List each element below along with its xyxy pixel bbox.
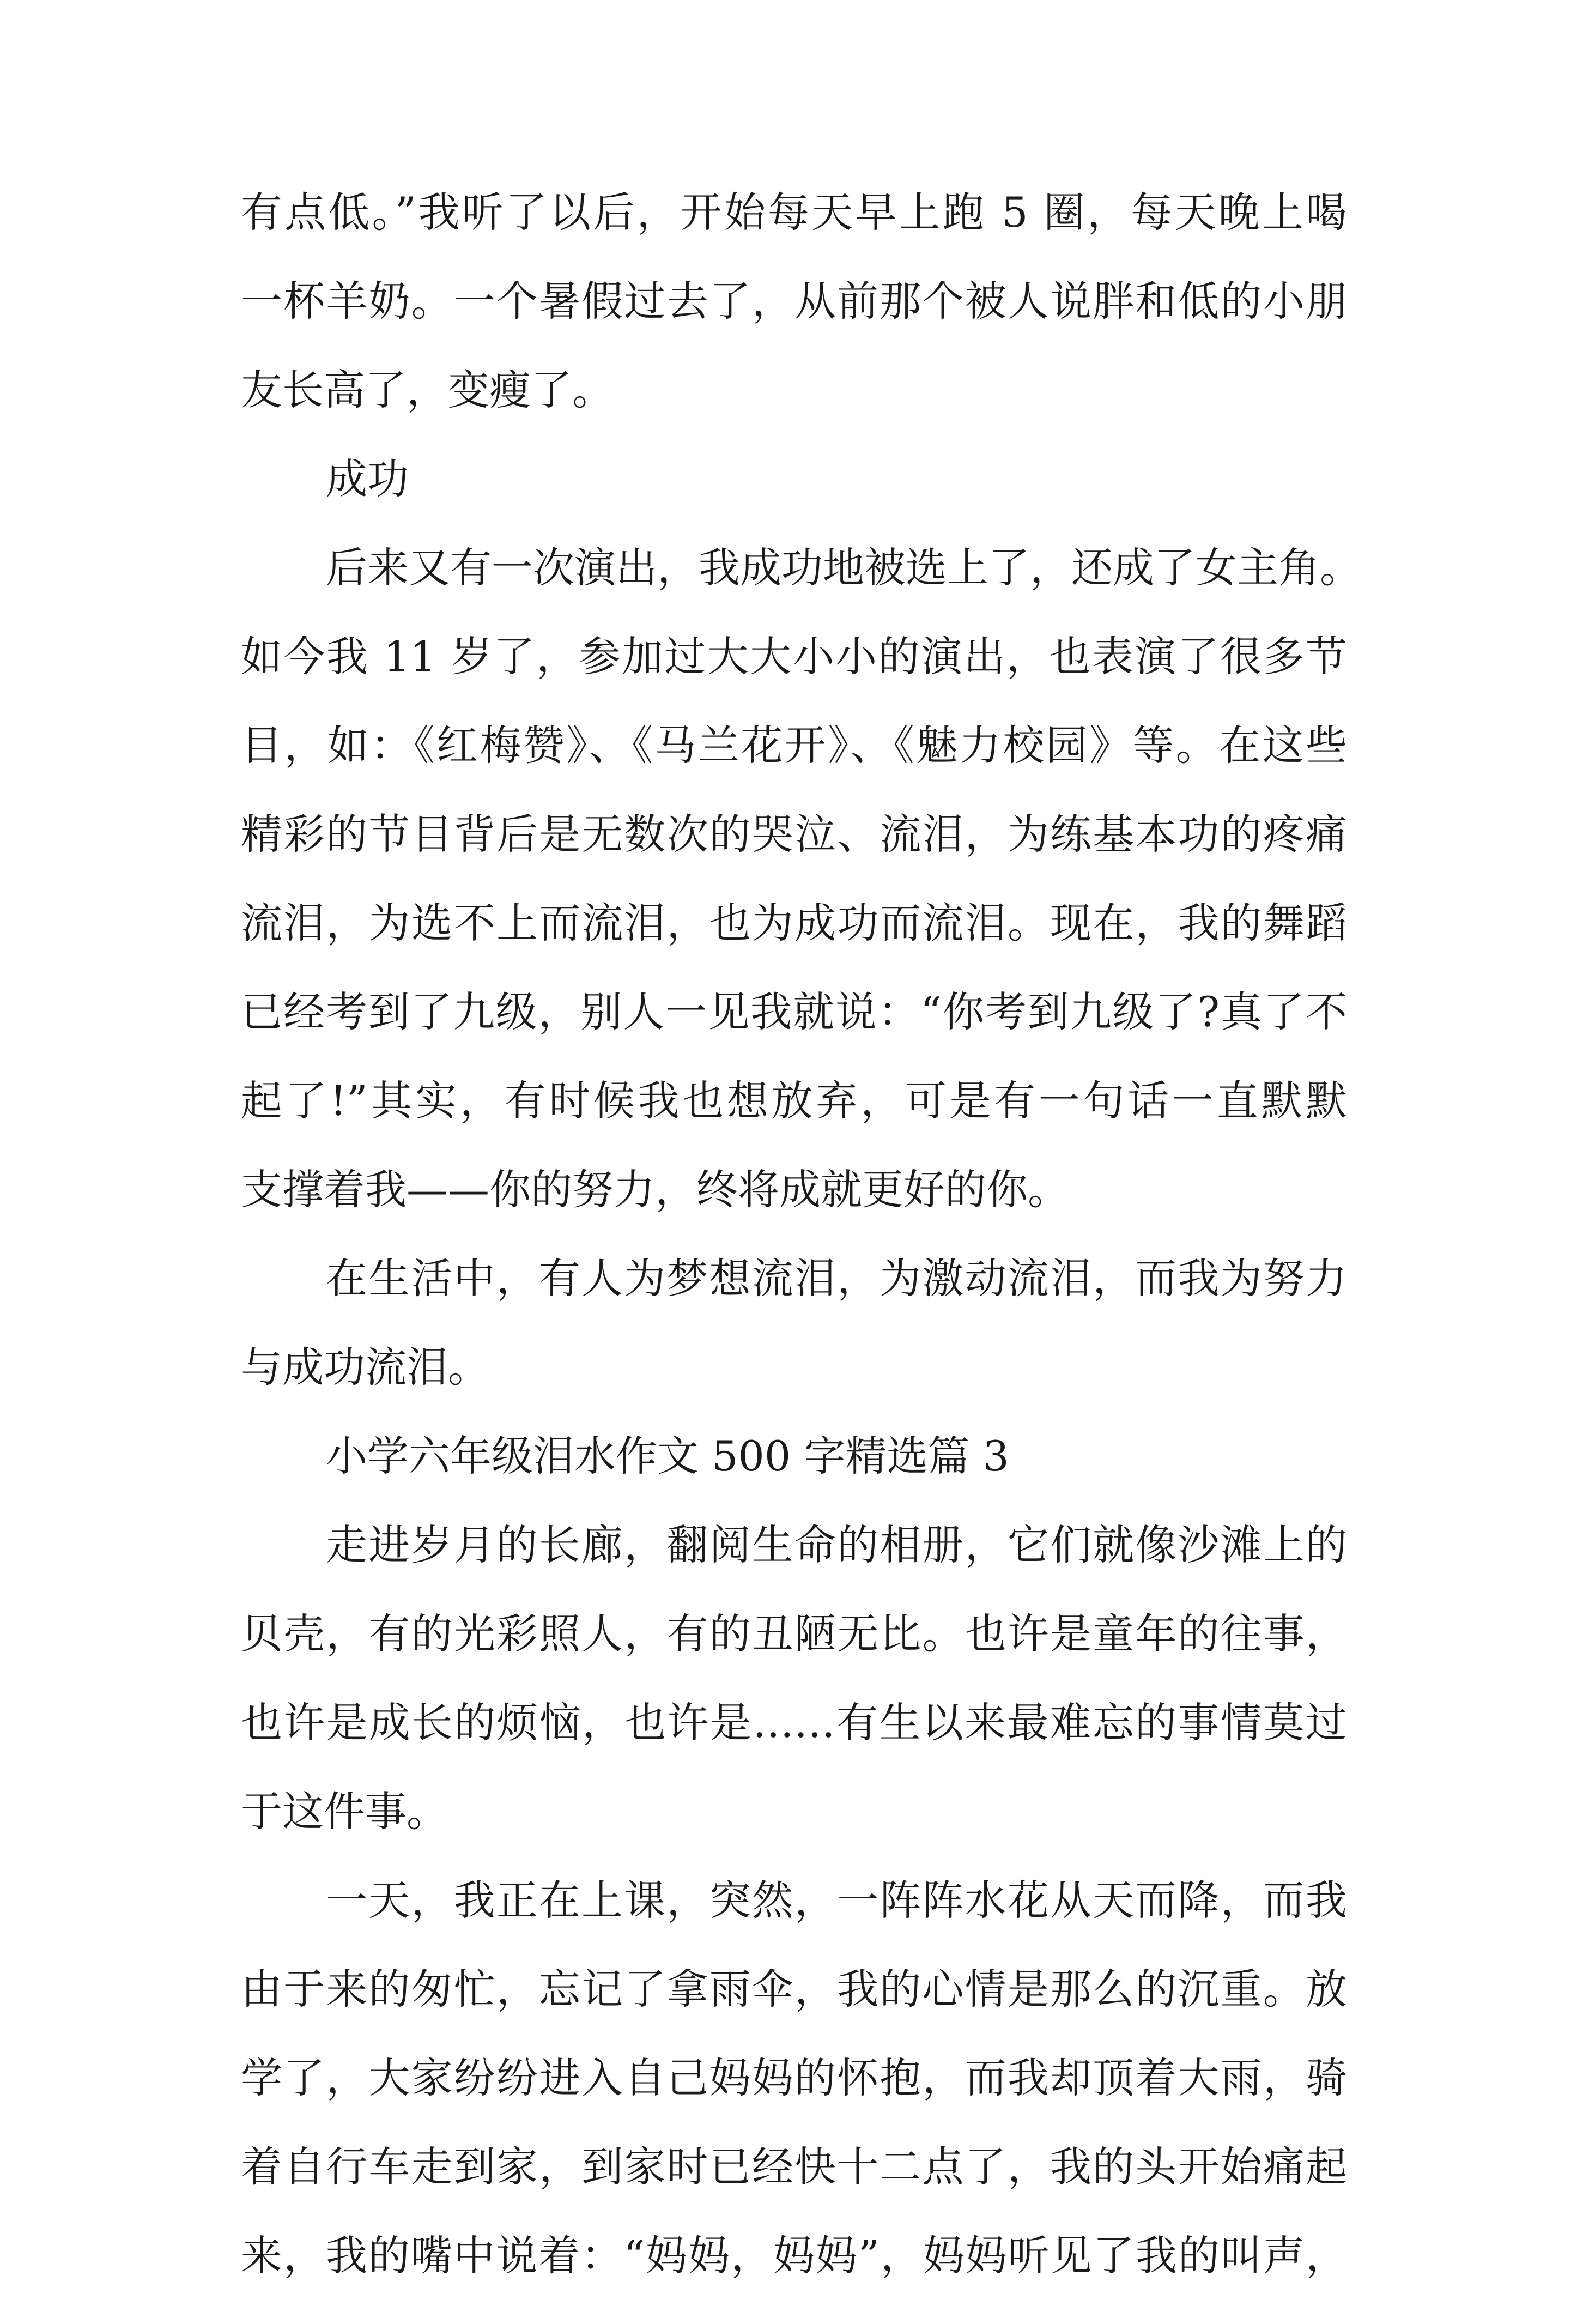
text-line: 已经考到了九级，别人一见我就说：“你考到九级了?真了不 <box>241 988 1347 1036</box>
text-line: 目，如：《红梅赞》、《马兰花开》、《魅力校园》等。在这些 <box>241 721 1347 770</box>
document-body <box>241 188 1361 2324</box>
text-line: 来，我的嘴中说着：“妈妈，妈妈”，妈妈听见了我的叫声， <box>241 2231 1347 2280</box>
text-line: 起了!”其实，有时候我也想放弃，可是有一句话一直默默 <box>241 1076 1347 1125</box>
text-line: 精彩的节目背后是无数次的哭泣、流泪，为练基本功的疼痛 <box>241 810 1347 858</box>
text-line: 学了，大家纷纷进入自己妈妈的怀抱，而我却顶着大雨，骑 <box>241 2054 1347 2102</box>
text-line: 如今我 11 岁了，参加过大大小小的演出，也表演了很多节 <box>241 632 1347 681</box>
text-line: 支撑着我——你的努力，终将成就更好的你。 <box>241 1165 1069 1214</box>
text-line: 于这件事。 <box>241 1787 448 1836</box>
text-line: 流泪，为选不上而流泪，也为成功而流泪。现在，我的舞蹈 <box>241 899 1347 947</box>
text-line: 一杯羊奶。一个暑假过去了，从前那个被人说胖和低的小朋 <box>241 277 1347 325</box>
text-line: 有点低。”我听了以后，开始每天早上跑 5 圈，每天晚上喝 <box>241 188 1347 237</box>
text-line: 着自行车走到家，到家时已经快十二点了，我的头开始痛起 <box>241 2143 1347 2191</box>
text-line: 贝壳，有的光彩照人，有的丑陋无比。也许是童年的往事， <box>241 1609 1347 1658</box>
text-line: 在生活中，有人为梦想流泪，为激动流泪，而我为努力 <box>326 1254 1347 1303</box>
text-line: 由于来的匆忙，忘记了拿雨伞，我的心情是那么的沉重。放 <box>241 1965 1347 2013</box>
text-line: 也许是成长的烦恼，也许是……有生以来最难忘的事情莫过 <box>241 1698 1347 1747</box>
text-line: 小学六年级泪水作文 500 字精选篇 3 <box>326 1432 1009 1480</box>
text-line: 成功 <box>326 455 409 503</box>
text-line: 后来又有一次演出，我成功地被选上了，还成了女主角。 <box>326 543 1361 592</box>
text-line: 一天，我正在上课，突然，一阵阵水花从天而降，而我 <box>326 1876 1347 1924</box>
text-line: 友长高了，变瘦了。 <box>241 366 614 414</box>
text-line: 走进岁月的长廊，翻阅生命的相册，它们就像沙滩上的 <box>326 1521 1347 1569</box>
text-line: 与成功流泪。 <box>241 1343 489 1391</box>
